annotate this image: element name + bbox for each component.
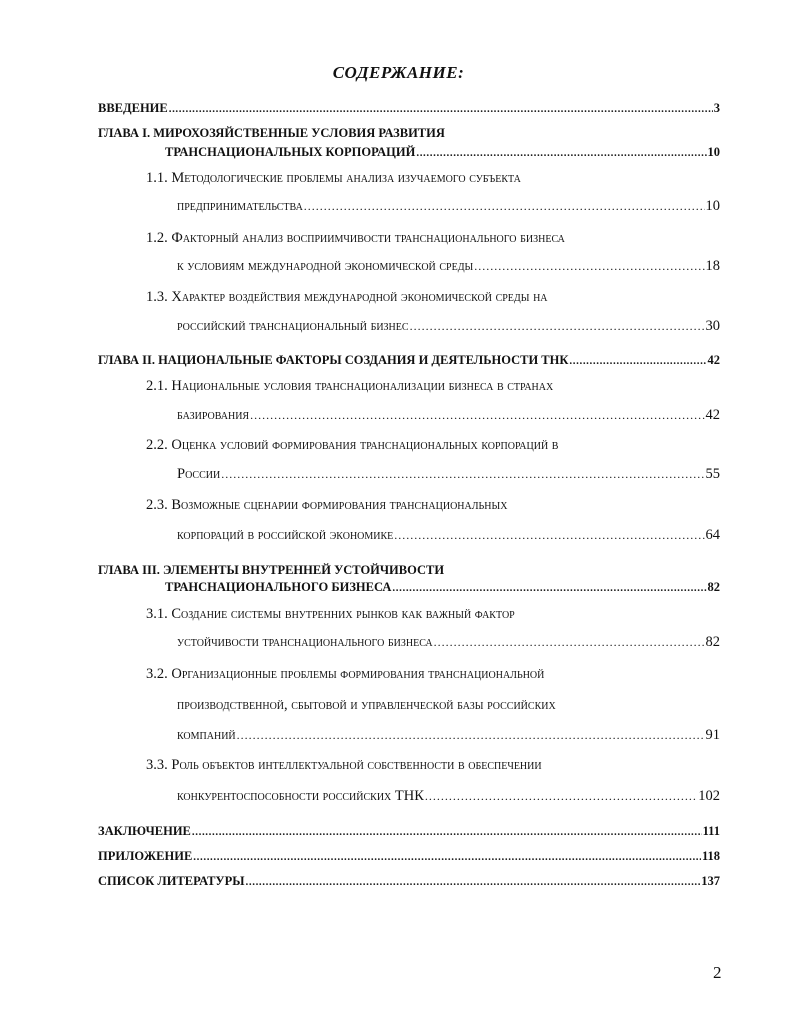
dot-leader xyxy=(193,851,701,863)
toc-label: ВВЕДЕНИЕ xyxy=(98,101,168,115)
dot-leader xyxy=(246,876,701,888)
toc-label: СПИСОК ЛИТЕРАТУРЫ xyxy=(98,874,245,888)
toc-label: конкурентоспособности российских ТНК xyxy=(177,788,424,804)
section-3-3-title[interactable]: 3.3. Роль объектов интеллектуальной собственности в обеспечении xyxy=(146,757,542,773)
toc-entry-chapter-2[interactable] xyxy=(98,353,720,368)
section-1-3-title[interactable]: 1.3. Характер воздействия международной экономической среды на xyxy=(146,289,548,305)
toc-page: 42 xyxy=(705,407,720,423)
dot-leader xyxy=(416,147,706,159)
toc-page: 10 xyxy=(707,145,720,159)
toc-page: 82 xyxy=(707,580,720,594)
toc-entry-section-3-1[interactable] xyxy=(177,634,720,651)
toc-page: 111 xyxy=(702,824,720,838)
toc-label: базирования xyxy=(177,407,250,423)
section-2-3-title[interactable]: 2.3. Возможные сценарии формирования транснациональных xyxy=(146,497,508,513)
toc-page: 18 xyxy=(705,258,720,274)
toc-entry-section-3-2[interactable] xyxy=(177,727,720,744)
toc-entry-appendix[interactable] xyxy=(98,849,720,864)
toc-label: корпораций в российской экономике xyxy=(177,527,394,543)
dot-leader xyxy=(237,728,705,743)
section-1-1-title[interactable]: 1.1. Методологические проблемы анализа изучаемого субъекта xyxy=(146,170,521,186)
toc-entry-conclusion[interactable] xyxy=(98,824,720,839)
dot-leader xyxy=(434,635,705,650)
toc-entry-section-2-1[interactable] xyxy=(177,407,720,424)
toc-entry-section-1-1[interactable] xyxy=(177,198,720,215)
dot-leader xyxy=(425,789,697,804)
toc-page: 10 xyxy=(705,198,720,214)
toc-label: предпринимательства xyxy=(177,198,303,214)
dot-leader xyxy=(169,103,713,115)
toc-entry-chapter-1[interactable] xyxy=(165,145,720,160)
toc-page: 55 xyxy=(705,466,720,482)
page-number: 2 xyxy=(713,963,722,982)
chapter-1-title[interactable]: ГЛАВА I. МИРОХОЗЯЙСТВЕННЫЕ УСЛОВИЯ РАЗВИТИЯ xyxy=(98,126,445,140)
toc-entry-section-1-3[interactable] xyxy=(177,318,720,335)
toc-page: 82 xyxy=(705,634,720,650)
toc-label: России xyxy=(177,466,221,482)
page-title: СОДЕРЖАНИЕ: xyxy=(332,63,465,82)
toc-label: ПРИЛОЖЕНИЕ xyxy=(98,849,193,863)
dot-leader xyxy=(394,528,704,543)
dot-leader xyxy=(569,355,706,367)
toc-page: 30 xyxy=(705,318,720,334)
toc-label: к условиям международной экономической среды xyxy=(177,258,474,274)
dot-leader xyxy=(392,582,706,594)
toc-entry-intro[interactable] xyxy=(98,101,720,116)
toc-label: ТРАНСНАЦИОНАЛЬНЫХ КОРПОРАЦИЙ xyxy=(165,145,416,159)
toc-label: компаний xyxy=(177,727,236,743)
dot-leader xyxy=(474,259,704,274)
dot-leader xyxy=(410,319,705,334)
dot-leader xyxy=(304,199,705,214)
toc-page: 64 xyxy=(705,527,720,543)
section-3-2-title[interactable]: 3.2. Организационные проблемы формирования транснациональной xyxy=(146,666,545,682)
section-2-2-title[interactable]: 2.2. Оценка условий формирования транснациональных корпораций в xyxy=(146,437,559,453)
chapter-3-title[interactable]: ГЛАВА III. ЭЛЕМЕНТЫ ВНУТРЕННЕЙ УСТОЙЧИВОСТИ xyxy=(98,563,445,577)
toc-entry-references[interactable] xyxy=(98,874,720,889)
section-3-1-title[interactable]: 3.1. Создание системы внутренних рынков как важный фактор xyxy=(146,606,515,622)
section-2-1-title[interactable]: 2.1. Национальные условия транснационализации бизнеса в странах xyxy=(146,378,554,394)
toc-label: устойчивости транснационального бизнеса xyxy=(177,634,433,650)
toc-entry-section-3-3[interactable] xyxy=(177,788,720,805)
toc-page: 3 xyxy=(713,101,720,115)
toc-entry-section-2-2[interactable] xyxy=(177,466,720,483)
toc-label: российский транснациональный бизнес xyxy=(177,318,409,334)
toc-label: ГЛАВА II. НАЦИОНАЛЬНЫЕ ФАКТОРЫ СОЗДАНИЯ И ДЕЯТЕЛЬНОСТИ ТНК xyxy=(98,353,569,367)
toc-label: ТРАНСНАЦИОНАЛЬНОГО БИЗНЕСА xyxy=(165,580,392,594)
toc-entry-section-1-2[interactable] xyxy=(177,258,720,275)
toc-entry-chapter-3[interactable] xyxy=(165,580,720,595)
section-1-2-title[interactable]: 1.2. Факторный анализ восприимчивости транснационального бизнеса xyxy=(146,230,565,246)
toc-page: 137 xyxy=(701,874,720,888)
dot-leader xyxy=(250,408,704,423)
toc-entry-section-2-3[interactable] xyxy=(177,527,720,544)
toc-page: 118 xyxy=(701,849,720,863)
toc-page: 91 xyxy=(705,727,720,743)
dot-leader xyxy=(192,826,702,838)
section-3-2-title-cont: производственной, сбытовой и управленческой базы российских xyxy=(177,697,556,713)
toc-page: 102 xyxy=(698,788,720,804)
toc-page: 42 xyxy=(707,353,720,367)
dot-leader xyxy=(221,467,704,482)
toc-label: ЗАКЛЮЧЕНИЕ xyxy=(98,824,191,838)
